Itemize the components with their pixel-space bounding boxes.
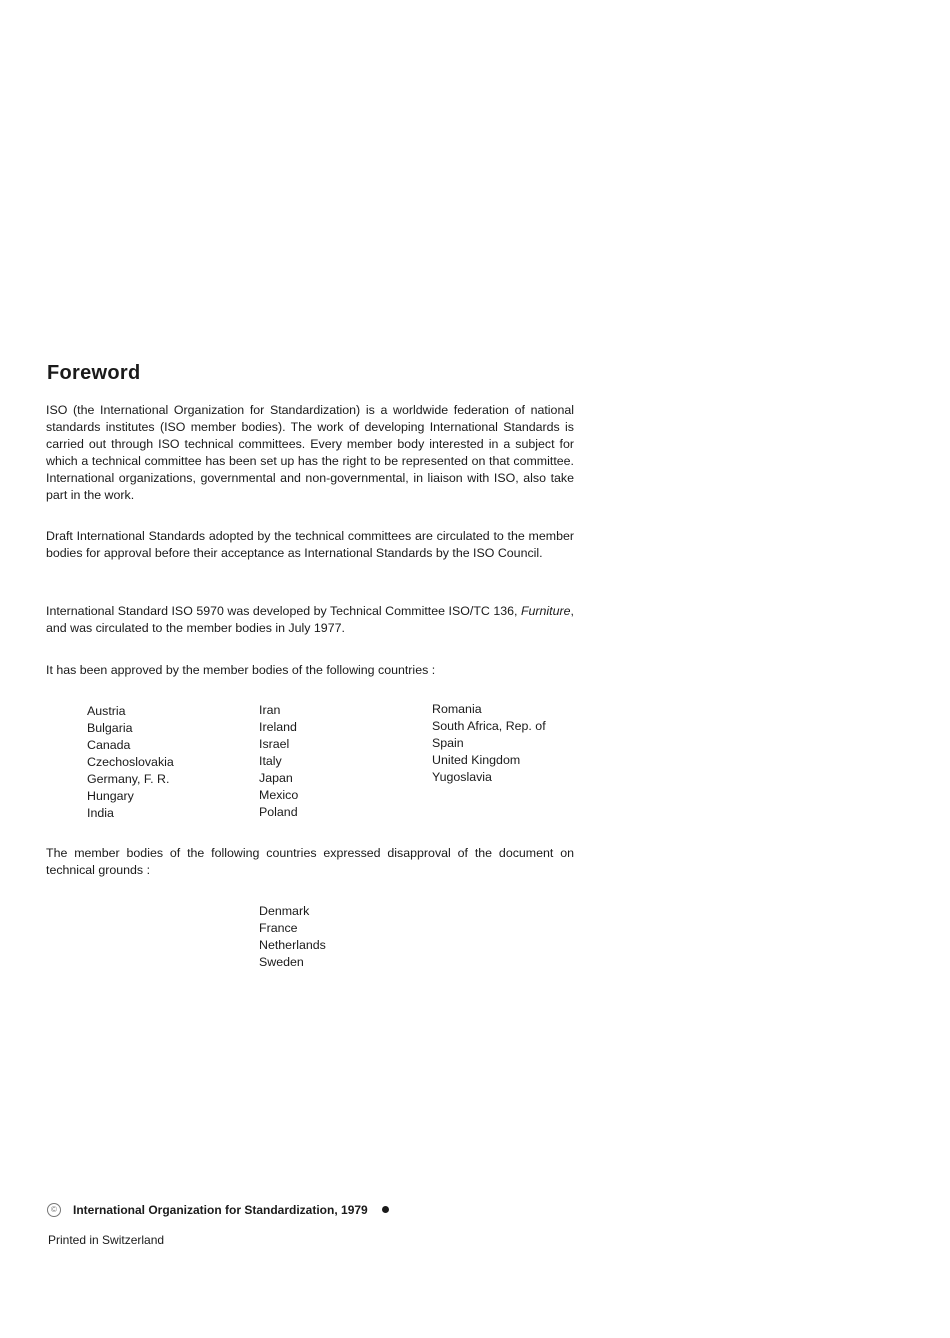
development-text-end: , and was circulated to the member bodies in July 1977. bbox=[46, 604, 574, 635]
disapproving-countries-list bbox=[259, 903, 326, 971]
country-item: Iran bbox=[259, 703, 281, 717]
foreword-paragraph-iso-intro: ISO (the International Organization for Standardization) is a worldwide federation of national standards institutes (ISO member bodies). The work of developing International Standards is carried out through ISO technical committees. Every member body interested in a subject for which a technical committee has been set up has the right to be represented on that committee. International organizations, governmental and non-governmental, in liaison with ISO, also take part in the work. bbox=[46, 403, 574, 502]
country-item: Sweden bbox=[259, 955, 304, 969]
country-item: Bulgaria bbox=[87, 721, 133, 735]
approved-countries-column-2 bbox=[259, 702, 298, 821]
country-item: Romania bbox=[432, 702, 482, 716]
country-item: Ireland bbox=[259, 720, 297, 734]
foreword-paragraph-draft-standards: Draft International Standards adopted by the technical committees are circulated to the member bodies for approval before their acceptance as International Standards by the ISO Council. bbox=[46, 529, 574, 560]
committee-name: Furniture bbox=[520, 604, 571, 618]
bullet-icon bbox=[382, 1206, 389, 1213]
country-item: Germany, F. R. bbox=[87, 772, 170, 786]
copyright-icon: © bbox=[47, 1203, 61, 1217]
country-item: United Kingdom bbox=[432, 753, 521, 767]
country-item: Japan bbox=[259, 771, 293, 785]
country-item: South Africa, Rep. of bbox=[432, 719, 546, 733]
copyright-holder: International Organization for Standardization, 1979 bbox=[73, 1202, 368, 1217]
printed-location: Printed in Switzerland bbox=[48, 1233, 165, 1247]
country-item: Austria bbox=[87, 704, 126, 718]
approved-countries-column-1 bbox=[87, 703, 174, 822]
disapproval-intro: The member bodies of the following countries expressed disapproval of the document on technical grounds : bbox=[46, 846, 574, 877]
country-item: Mexico bbox=[259, 788, 299, 802]
development-text-start: International Standard ISO 5970 was developed by Technical Committee ISO/TC 136, bbox=[46, 604, 521, 618]
foreword-heading: Foreword bbox=[47, 362, 141, 384]
country-item: Hungary bbox=[87, 789, 134, 803]
country-item: Italy bbox=[259, 754, 282, 768]
country-item: Poland bbox=[259, 805, 298, 819]
country-item: Israel bbox=[259, 737, 290, 751]
approved-countries-column-3 bbox=[432, 701, 546, 786]
foreword-paragraph-development bbox=[46, 603, 574, 637]
country-item: France bbox=[259, 921, 298, 935]
country-item: Netherlands bbox=[259, 938, 326, 952]
country-item: India bbox=[87, 806, 114, 820]
country-item: Denmark bbox=[259, 904, 310, 918]
country-item: Czechoslovakia bbox=[87, 755, 174, 769]
approval-intro: It has been approved by the member bodies of the following countries : bbox=[46, 663, 436, 677]
country-item: Yugoslavia bbox=[432, 770, 492, 784]
copyright-line bbox=[47, 1202, 389, 1217]
country-item: Spain bbox=[432, 736, 464, 750]
country-item: Canada bbox=[87, 738, 131, 752]
